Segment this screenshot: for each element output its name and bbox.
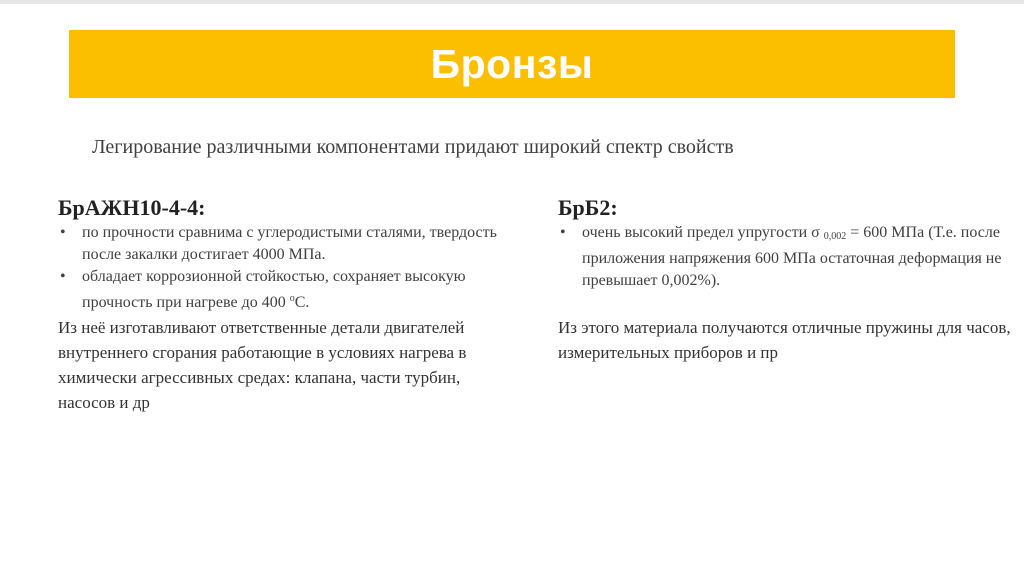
bullet-icon: •	[60, 268, 66, 285]
left-bullet-1-text: по прочности сравнима с углеродистыми сталями, твердость после закалки достигает 4000 МПа.	[82, 224, 497, 263]
bullet-icon: •	[60, 224, 66, 241]
degree-superscript: о	[289, 293, 295, 304]
left-bullet-list	[58, 222, 508, 314]
right-bullet-1-text: очень высокий предел упругости σ	[582, 224, 824, 241]
top-divider	[0, 0, 1024, 4]
sigma-subscript: 0,002	[823, 231, 847, 242]
left-column-heading: БрАЖН10-4-4:	[58, 195, 206, 220]
slide-subtitle: Легирование различными компонентами придают широкий спектр свойств	[92, 136, 734, 158]
left-bullet-2-text: обладает коррозионной стойкостью, сохраняет высокую прочность при нагреве до 400	[82, 268, 466, 311]
slide-title: Бронзы	[430, 40, 594, 87]
bullet-icon: •	[560, 224, 566, 241]
list-item	[58, 222, 508, 266]
right-column-heading: БрБ2:	[558, 195, 618, 220]
list-item	[58, 266, 508, 314]
list-item	[558, 222, 1024, 292]
right-bullet-1-rest: = 600 МПа (Т.е. после приложения напряжения 600 МПа остаточная деформация не превышает 0,002%).	[582, 224, 1002, 289]
left-column	[58, 194, 508, 415]
left-bullet-2-unit: С.	[294, 294, 310, 311]
right-bullet-list	[558, 222, 1024, 292]
right-column	[558, 194, 1024, 365]
title-bar	[69, 30, 955, 98]
left-column-paragraph: Из неё изготавливают ответственные детали двигателей внутреннего сгорания работающие в условиях нагрева в химически агрессивных средах: клапана, части турбин, насосов и др	[58, 318, 467, 412]
right-column-paragraph: Из этого материала получаются отличные пружины для часов, измерительных приборов и пр	[558, 318, 1011, 362]
